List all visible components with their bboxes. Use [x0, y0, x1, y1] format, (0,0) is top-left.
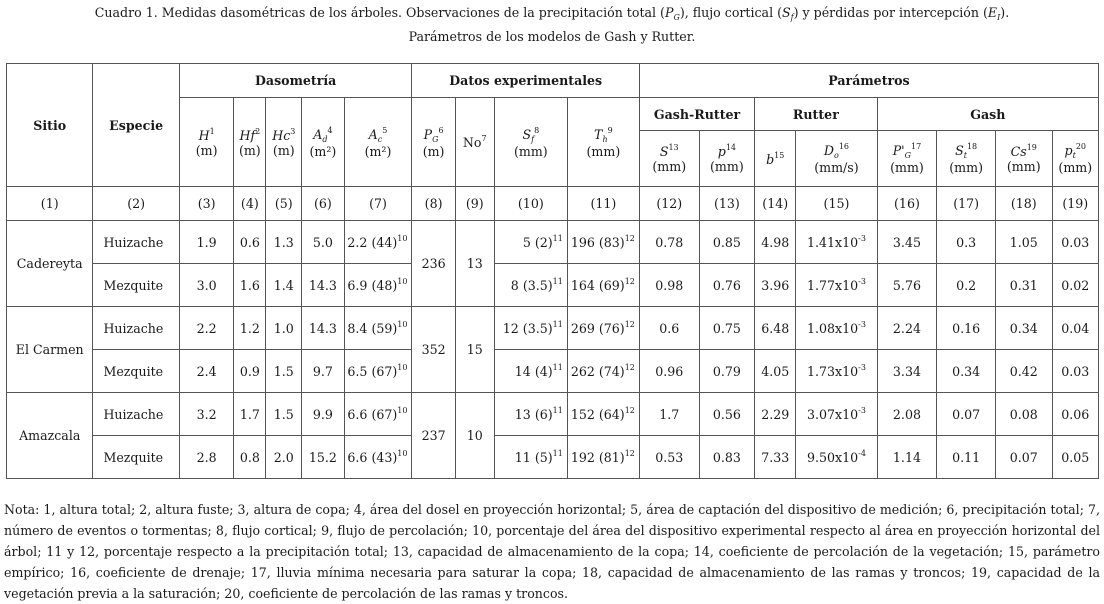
cell-hf: 0.9 [234, 350, 266, 393]
col-header-ad: $A_d^4$ (m²) [302, 98, 344, 187]
cell-p: 0.75 [699, 307, 755, 350]
cell-st: 0.2 [937, 264, 996, 307]
cell-ac: 6.6 $(43)^{10}$ [344, 436, 412, 479]
cell-b: 3.96 [755, 264, 796, 307]
cell-pprime: 3.34 [877, 350, 937, 393]
cell-no: 15 [455, 307, 494, 393]
cell-b: 6.48 [755, 307, 796, 350]
caption-line-1: Cuadro 1. Medidas dasométricas de los árboles. Observaciones de la precipitación total $(P_G)$, flujo cortical $(S_f)$ y pérdidas por intercepción $(E_I)$. [94, 5, 1010, 22]
column-number: (14) [755, 187, 796, 221]
caption-line-2: Parámetros de los modelos de Gash y Rutter. [408, 29, 696, 44]
col-header-pg: $P_G^6$ (m) [412, 98, 455, 187]
col-header-sf: $S_f^8$ (mm) [494, 98, 567, 187]
cell-cs: 1.05 [995, 221, 1052, 264]
cell-pg: 352 [412, 307, 455, 393]
cell-s: 0.78 [639, 221, 699, 264]
cell-hc: 1.4 [266, 264, 302, 307]
column-number: (13) [699, 187, 755, 221]
col-header-h: $H^1$ (m) [179, 98, 234, 187]
cell-h: 1.9 [179, 221, 234, 264]
cell-pprime: 3.45 [877, 221, 937, 264]
table-row [7, 221, 1099, 264]
cell-hc: 2.0 [266, 436, 302, 479]
cell-pprime: 2.08 [877, 393, 937, 436]
cell-ac: 8.4 $(59)^{10}$ [344, 307, 412, 350]
cell-th: 262 $(74)^{12}$ [567, 350, 639, 393]
cell-b: 4.05 [755, 350, 796, 393]
cell-hc: 1.0 [266, 307, 302, 350]
cell-cs: 0.07 [995, 436, 1052, 479]
cell-b: 4.98 [755, 221, 796, 264]
column-number: (2) [93, 187, 179, 221]
cell-ac: 6.6 $(67)^{10}$ [344, 393, 412, 436]
column-number: (6) [302, 187, 344, 221]
column-number-row [7, 187, 1099, 221]
cell-pt: 0.04 [1052, 307, 1098, 350]
header-datos-experimentales: Datos experimentales [412, 64, 639, 98]
cell-s: 0.53 [639, 436, 699, 479]
cell-do: $1.41x10^{-3}$ [796, 221, 877, 264]
col-header-hf: Hf$^2$ (m) [234, 98, 266, 187]
cell-pg: 237 [412, 393, 455, 479]
cell-th: 192 $(81)^{12}$ [567, 436, 639, 479]
cell-p: 0.83 [699, 436, 755, 479]
cell-s: 0.6 [639, 307, 699, 350]
column-number: (4) [234, 187, 266, 221]
cell-pg: 236 [412, 221, 455, 307]
col-header-no: No$^7$ [455, 98, 494, 187]
col-header-b: $b^{15}$ [755, 131, 796, 187]
cell-do: $1.77x10^{-3}$ [796, 264, 877, 307]
cell-sf: 14 $(4)^{11}$ [494, 350, 567, 393]
cell-th: 152 $(64)^{12}$ [567, 393, 639, 436]
cell-pprime: 2.24 [877, 307, 937, 350]
cell-b: 2.29 [755, 393, 796, 436]
cell-hf: 1.2 [234, 307, 266, 350]
cell-h: 2.2 [179, 307, 234, 350]
cell-pprime: 5.76 [877, 264, 937, 307]
cell-sf: 13 $(6)^{11}$ [494, 393, 567, 436]
header-gash-rutter: Gash-Rutter [639, 98, 754, 131]
table-row [7, 350, 1099, 393]
header-rutter: Rutter [755, 98, 877, 131]
cell-hc: 1.5 [266, 393, 302, 436]
cell-pt: 0.06 [1052, 393, 1098, 436]
col-header-hc: Hc$^3$ (m) [266, 98, 302, 187]
cell-p: 0.76 [699, 264, 755, 307]
col-header-th: $T_h^9$ (mm) [567, 98, 639, 187]
col-header-p: $p^{14}$ (mm) [699, 131, 755, 187]
cell-pt: 0.03 [1052, 350, 1098, 393]
col-header-s: $S^{13}$ (mm) [639, 131, 699, 187]
cell-b: 7.33 [755, 436, 796, 479]
cell-do: $3.07x10^{-3}$ [796, 393, 877, 436]
cell-especie: Mezquite [93, 350, 179, 393]
cell-h: 3.2 [179, 393, 234, 436]
col-header-st: $S_t^{18}$ (mm) [937, 131, 996, 187]
cell-p: 0.56 [699, 393, 755, 436]
group-header-row [7, 64, 1099, 98]
cell-pt: 0.05 [1052, 436, 1098, 479]
table-row [7, 264, 1099, 307]
header-sitio: Sitio [7, 64, 93, 187]
cell-especie: Mezquite [93, 264, 179, 307]
cell-st: 0.34 [937, 350, 996, 393]
cell-ad: 14.3 [302, 264, 344, 307]
column-number: (12) [639, 187, 699, 221]
column-number: (7) [344, 187, 412, 221]
cell-st: 0.07 [937, 393, 996, 436]
cell-sitio: Cadereyta [7, 221, 93, 307]
cell-th: 269 $(76)^{12}$ [567, 307, 639, 350]
cell-sitio: El Carmen [7, 307, 93, 393]
cell-sf: 5 $(2)^{11}$ [494, 221, 567, 264]
cell-especie: Huizache [93, 221, 179, 264]
column-number: (1) [7, 187, 93, 221]
cell-hc: 1.5 [266, 350, 302, 393]
cell-hf: 0.8 [234, 436, 266, 479]
cell-h: 2.8 [179, 436, 234, 479]
cell-st: 0.11 [937, 436, 996, 479]
cell-s: 1.7 [639, 393, 699, 436]
cell-ac: 2.2 $(44)^{10}$ [344, 221, 412, 264]
table-caption [0, 3, 1104, 46]
column-number: (8) [412, 187, 455, 221]
cell-do: $1.08x10^{-3}$ [796, 307, 877, 350]
cell-sf: 11 $(5)^{11}$ [494, 436, 567, 479]
table-row [7, 436, 1099, 479]
cell-cs: 0.42 [995, 350, 1052, 393]
cell-cs: 0.31 [995, 264, 1052, 307]
cell-sitio: Amazcala [7, 393, 93, 479]
cell-do: $9.50x10^{-4}$ [796, 436, 877, 479]
cell-s: 0.98 [639, 264, 699, 307]
table-row [7, 307, 1099, 350]
cell-ad: 15.2 [302, 436, 344, 479]
column-number: (18) [995, 187, 1052, 221]
table-body [7, 64, 1099, 479]
data-table [6, 63, 1099, 479]
header-dasometria: Dasometría [179, 64, 412, 98]
col-header-ac: $A_c^5$ (m²) [344, 98, 412, 187]
cell-hf: 1.7 [234, 393, 266, 436]
cell-no: 13 [455, 221, 494, 307]
cell-st: 0.16 [937, 307, 996, 350]
header-parametros: Parámetros [639, 64, 1098, 98]
cell-st: 0.3 [937, 221, 996, 264]
cell-cs: 0.08 [995, 393, 1052, 436]
cell-no: 10 [455, 393, 494, 479]
cell-do: $1.73x10^{-3}$ [796, 350, 877, 393]
cell-pt: 0.02 [1052, 264, 1098, 307]
cell-ad: 9.9 [302, 393, 344, 436]
column-number: (19) [1052, 187, 1098, 221]
cell-p: 0.79 [699, 350, 755, 393]
col-header-pprime: $P'_G^{17}$ (mm) [877, 131, 937, 187]
column-number: (10) [494, 187, 567, 221]
cell-th: 164 $(69)^{12}$ [567, 264, 639, 307]
header-gash: Gash [877, 98, 1098, 131]
cell-ad: 9.7 [302, 350, 344, 393]
cell-th: 196 $(83)^{12}$ [567, 221, 639, 264]
cell-p: 0.85 [699, 221, 755, 264]
cell-especie: Huizache [93, 307, 179, 350]
column-number: (15) [796, 187, 877, 221]
cell-cs: 0.34 [995, 307, 1052, 350]
table-row [7, 393, 1099, 436]
cell-s: 0.96 [639, 350, 699, 393]
cell-ac: 6.9 $(48)^{10}$ [344, 264, 412, 307]
cell-hf: 1.6 [234, 264, 266, 307]
cell-especie: Huizache [93, 393, 179, 436]
column-number: (16) [877, 187, 937, 221]
column-number: (9) [455, 187, 494, 221]
cell-hf: 0.6 [234, 221, 266, 264]
column-number: (5) [266, 187, 302, 221]
header-especie: Especie [93, 64, 179, 187]
cell-pprime: 1.14 [877, 436, 937, 479]
cell-ad: 5.0 [302, 221, 344, 264]
cell-h: 3.0 [179, 264, 234, 307]
col-header-cs: Cs$^{19}$ (mm) [995, 131, 1052, 187]
col-header-do: $D_o^{16}$ (mm/s) [796, 131, 877, 187]
cell-hc: 1.3 [266, 221, 302, 264]
cell-h: 2.4 [179, 350, 234, 393]
cell-especie: Mezquite [93, 436, 179, 479]
column-number: (17) [937, 187, 996, 221]
column-number: (11) [567, 187, 639, 221]
column-number: (3) [179, 187, 234, 221]
table-note: Nota: 1, altura total; 2, altura fuste; 3, altura de copa; 4, área del dosel en proyección horizontal; 5, área de captación del dispositivo de medición; 6, precipitación total; 7, número de eventos o tormentas; 8, flujo cortical; 9, flujo de percolación; 10, porcentaje del área del dispositivo experimental respecto al área en proyección horizontal del árbol; 11 y 12, porcentaje respecto a la precipitación total; 13, capacidad de almacenamiento de la copa; 14, coeficiente de percolación de la vegetación; 15, parámetro empírico; 16, coeficiente de drenaje; 17, lluvia mínima necesaria para saturar la copa; 18, capacidad de almacenamiento de las ramas y troncos; 19, capacidad de la vegetación previa a la saturación; 20, coeficiente de percolación de las ramas y troncos. [4, 502, 1100, 601]
cell-sf: 8 $(3.5)^{11}$ [494, 264, 567, 307]
cell-pt: 0.03 [1052, 221, 1098, 264]
cell-sf: 12 $(3.5)^{11}$ [494, 307, 567, 350]
cell-ac: 6.5 $(67)^{10}$ [344, 350, 412, 393]
col-header-pt: $p_t^{20}$ (mm) [1052, 131, 1098, 187]
cell-ad: 14.3 [302, 307, 344, 350]
